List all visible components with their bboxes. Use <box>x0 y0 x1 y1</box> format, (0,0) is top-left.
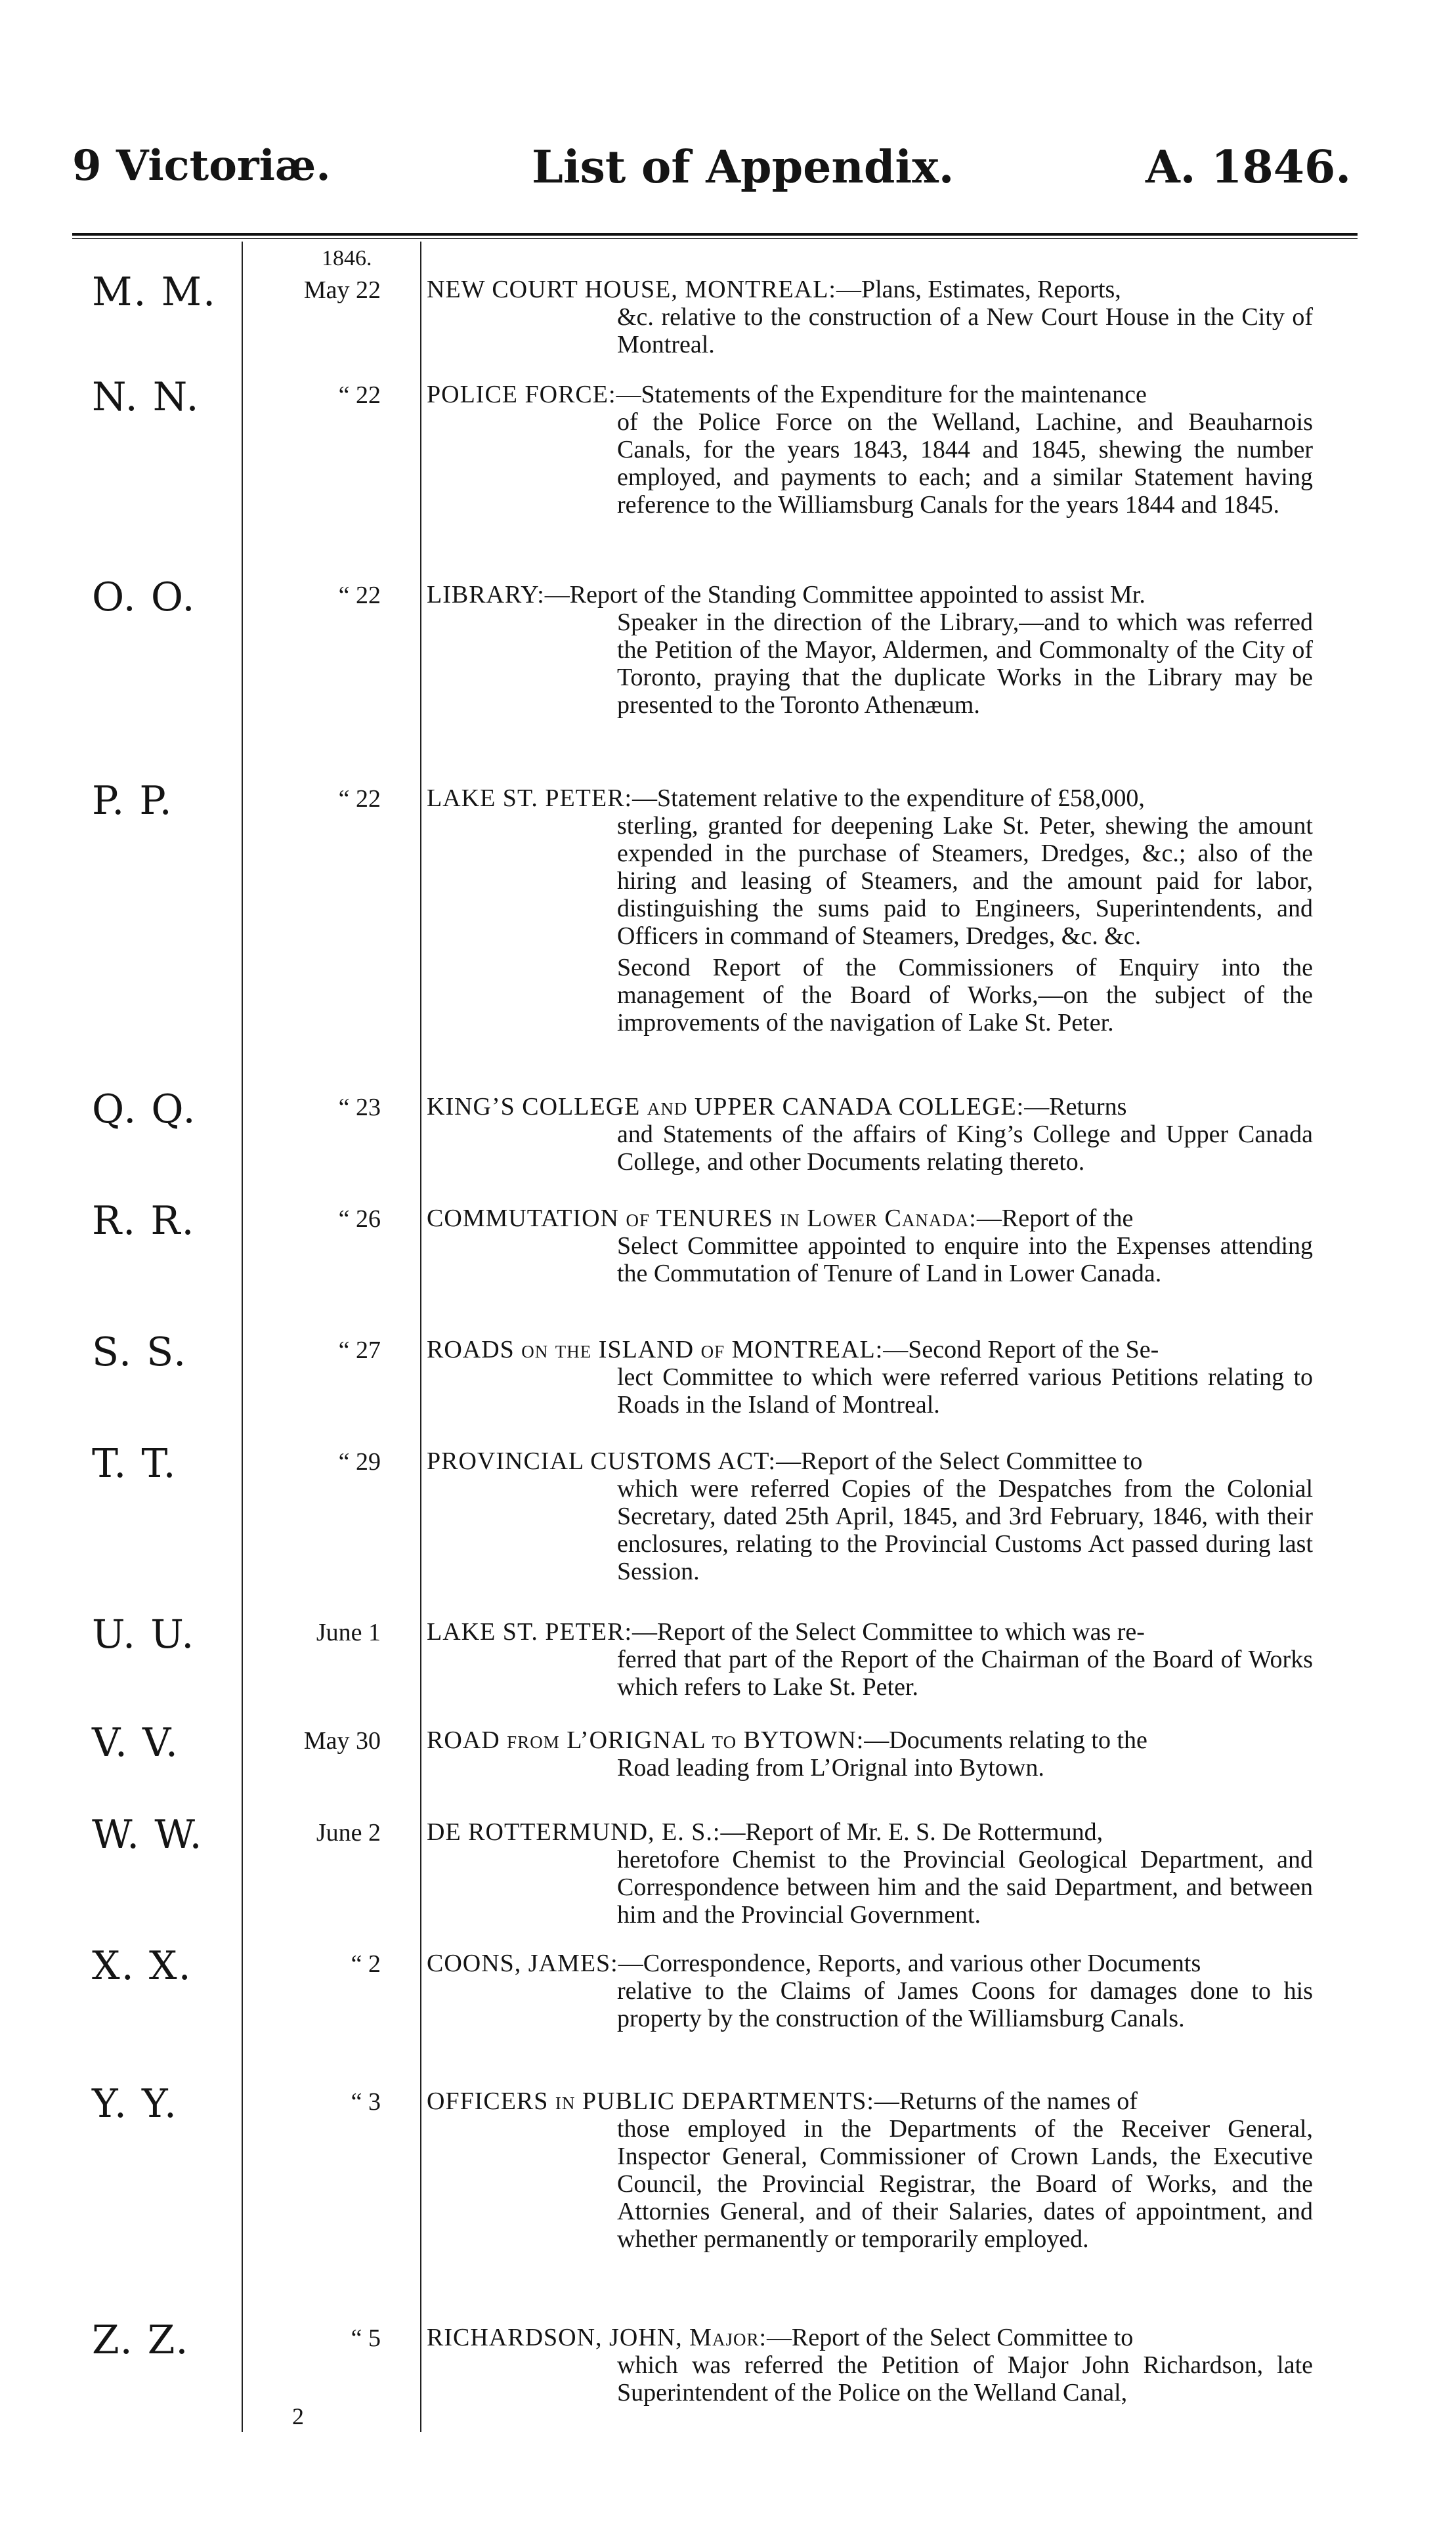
entry-heading: COONS, JAMES: <box>427 1950 618 1977</box>
entry-body <box>427 784 1313 1037</box>
entry-description: sterling, granted for deepening Lake St. Peter, shewing the amount expended in the purchase of Steamers, Dredges, &c.; also of the hiring and leasing of Steamers, and the amount paid for labor, distinguishing the sums paid to Engineers, Superintendents, and Officers in command of Steamers, Dredges, &c. &c. <box>617 812 1313 950</box>
entry-date: “ 23 <box>338 1094 381 1121</box>
entry-code: Q. Q. <box>92 1086 197 1132</box>
entry-heading: ROADS on the ISLAND of MONTREAL: <box>427 1336 884 1363</box>
entry-description: Speaker in the direction of the Library,—and to which was referred the Petition of the Mayor, Aldermen, and Commonalty of the City of Toronto, praying that the duplicate Works in the Library may be presented to the Toronto Athenæum. <box>617 609 1313 719</box>
entry-heading: DE ROTTERMUND, E. S.: <box>427 1818 721 1846</box>
entry-description: which were referred Copies of the Despatches from the Colonial Secretary, dated 25th April, 1845, and 3rd February, 1846, with their enclosures, relating to the Provincial Customs Act passed during last Session. <box>617 1475 1313 1585</box>
entry-code: R. R. <box>92 1198 196 1244</box>
entry-first-line: —Report of the Standing Committee appointed to assist Mr. <box>544 581 1146 609</box>
entry-description: relative to the Claims of James Coons for damages done to his property by the construction of the Williamsburg Canals. <box>617 1977 1313 2032</box>
entry-code: U. U. <box>92 1612 196 1658</box>
entry-code: Y. Y. <box>92 2081 178 2127</box>
entry-heading: NEW COURT HOUSE, MONTREAL: <box>427 276 836 303</box>
entry-date: “ 29 <box>338 1448 381 1476</box>
entry-body <box>427 381 1313 519</box>
entry-date: “ 26 <box>338 1205 381 1233</box>
entry-code: Z. Z. <box>92 2317 190 2363</box>
entry-date: “ 2 <box>351 1950 381 1978</box>
entry-body <box>427 1093 1313 1176</box>
entry-first-line: —Returns <box>1024 1093 1127 1121</box>
entry-description: which was referred the Petition of Major John Richardson, late Superintendent of the Police on the Welland Canal, <box>617 2351 1313 2406</box>
header-title: List of Appendix. <box>532 141 954 194</box>
entry-code: N. N. <box>92 374 200 420</box>
entry-body <box>427 1726 1313 1782</box>
entry-body <box>427 2324 1313 2406</box>
entry-description: heretofore Chemist to the Provincial Geological Department, and Correspondence between him and the said Department, and between him and the Provincial Government. <box>617 1846 1313 1929</box>
entry-body <box>427 276 1313 358</box>
entry-date: “ 3 <box>351 2088 381 2116</box>
entry-description: of the Police Force on the Welland, Lachine, and Beauharnois Canals, for the years 1843, 1844 and 1845, shewing the number employed, and payments to each; and a similar Statement having reference to the Williamsburg Canals for the years 1844 and 1845. <box>617 408 1313 519</box>
entry-first-line: —Second Report of the Se- <box>883 1336 1159 1363</box>
entry-first-line: —Correspondence, Reports, and various other Documents <box>618 1950 1201 1977</box>
entry-date: May 22 <box>303 276 381 304</box>
entry-first-line: —Documents relating to the <box>864 1726 1147 1754</box>
entry-heading: POLICE FORCE: <box>427 381 616 408</box>
page-number: 2 <box>292 2403 304 2429</box>
entry-body <box>427 1336 1313 1419</box>
entry-date: “ 22 <box>338 381 381 409</box>
entry-body <box>427 1950 1313 2032</box>
entry-first-line: —Report of the <box>976 1205 1134 1232</box>
entry-code: M. M. <box>92 269 217 315</box>
entry-code: S. S. <box>92 1329 188 1375</box>
year-label: 1846. <box>322 246 372 270</box>
entry-first-line: —Report of Mr. E. S. De Rottermund, <box>720 1818 1103 1846</box>
entry-code: P. P. <box>92 778 173 824</box>
entry-body <box>427 1205 1313 1287</box>
entry-code: V. V. <box>92 1720 179 1766</box>
entry-date: June 1 <box>316 1619 381 1646</box>
header-year: A. 1846. <box>1145 141 1351 194</box>
entry-body <box>427 1818 1313 1929</box>
entry-heading: RICHARDSON, JOHN, Major: <box>427 2324 767 2351</box>
entry-description: ferred that part of the Report of the Chairman of the Board of Works which refers to Lake St. Peter. <box>617 1646 1313 1701</box>
column-divider-left <box>242 242 243 2432</box>
entry-date: “ 22 <box>338 582 381 609</box>
entry-sub-description: Second Report of the Commissioners of Enquiry into the management of the Board of Works,—on the subject of the improvements of the navigation of Lake St. Peter. <box>617 954 1313 1037</box>
entry-heading: LAKE ST. PETER: <box>427 784 633 812</box>
page-header <box>72 141 1351 213</box>
entry-body <box>427 581 1313 719</box>
entry-heading: ROAD from L’ORIGNAL to BYTOWN: <box>427 1726 865 1754</box>
entry-description: Select Committee appointed to enquire into the Expenses attending the Commutation of Tenure of Land in Lower Canada. <box>617 1232 1313 1287</box>
header-rule <box>72 233 1358 239</box>
entry-first-line: —Returns of the names of <box>874 2087 1138 2115</box>
entry-first-line: —Statement relative to the expenditure of £58,000, <box>632 784 1145 812</box>
entry-description: lect Committee to which were referred various Petitions relating to Roads in the Island of Montreal. <box>617 1363 1313 1419</box>
entry-heading: PROVINCIAL CUSTOMS ACT: <box>427 1447 777 1475</box>
entry-date: “ 22 <box>338 785 381 813</box>
entry-heading: OFFICERS in PUBLIC DEPARTMENTS: <box>427 2087 874 2115</box>
entry-heading: KING’S COLLEGE and UPPER CANADA COLLEGE: <box>427 1093 1025 1121</box>
entry-code: T. T. <box>92 1441 177 1487</box>
entry-date: June 2 <box>316 1819 381 1847</box>
entry-heading: COMMUTATION of TENURES in Lower Canada: <box>427 1205 977 1232</box>
entry-body <box>427 1618 1313 1701</box>
entry-code: X. X. <box>92 1943 192 1989</box>
entry-heading: LIBRARY: <box>427 581 545 609</box>
entry-first-line: —Report of the Select Committee to which was re- <box>632 1618 1145 1646</box>
entry-first-line: —Report of the Select Committee to <box>776 1447 1143 1475</box>
entry-description: and Statements of the affairs of King’s College and Upper Canada College, and other Documents relating thereto. <box>617 1121 1313 1176</box>
entry-first-line: —Plans, Estimates, Reports, <box>836 276 1121 303</box>
entry-description: those employed in the Departments of the Receiver General, Inspector General, Commissioner of Crown Lands, the Executive Council, the Provincial Registrar, the Board of Works, and the Attornies General, and of their Salaries, dates of appointment, and whether permanently or temporarily employed. <box>617 2115 1313 2253</box>
entry-first-line: —Statements of the Expenditure for the maintenance <box>616 381 1147 408</box>
entry-date: “ 5 <box>351 2324 381 2352</box>
entry-body <box>427 2087 1313 2253</box>
entry-code: O. O. <box>92 574 196 620</box>
header-session: 9 Victoriæ. <box>72 141 331 190</box>
entry-heading: LAKE ST. PETER: <box>427 1618 633 1646</box>
column-divider-right <box>420 242 421 2432</box>
entry-body <box>427 1447 1313 1585</box>
entry-description: Road leading from L’Orignal into Bytown. <box>617 1754 1044 1782</box>
entry-date: May 30 <box>303 1727 381 1755</box>
entry-code: W. W. <box>92 1812 203 1858</box>
entry-description: &c. relative to the construction of a New Court House in the City of Montreal. <box>617 303 1313 358</box>
entry-date: “ 27 <box>338 1337 381 1364</box>
entry-first-line: —Report of the Select Committee to <box>767 2324 1134 2351</box>
